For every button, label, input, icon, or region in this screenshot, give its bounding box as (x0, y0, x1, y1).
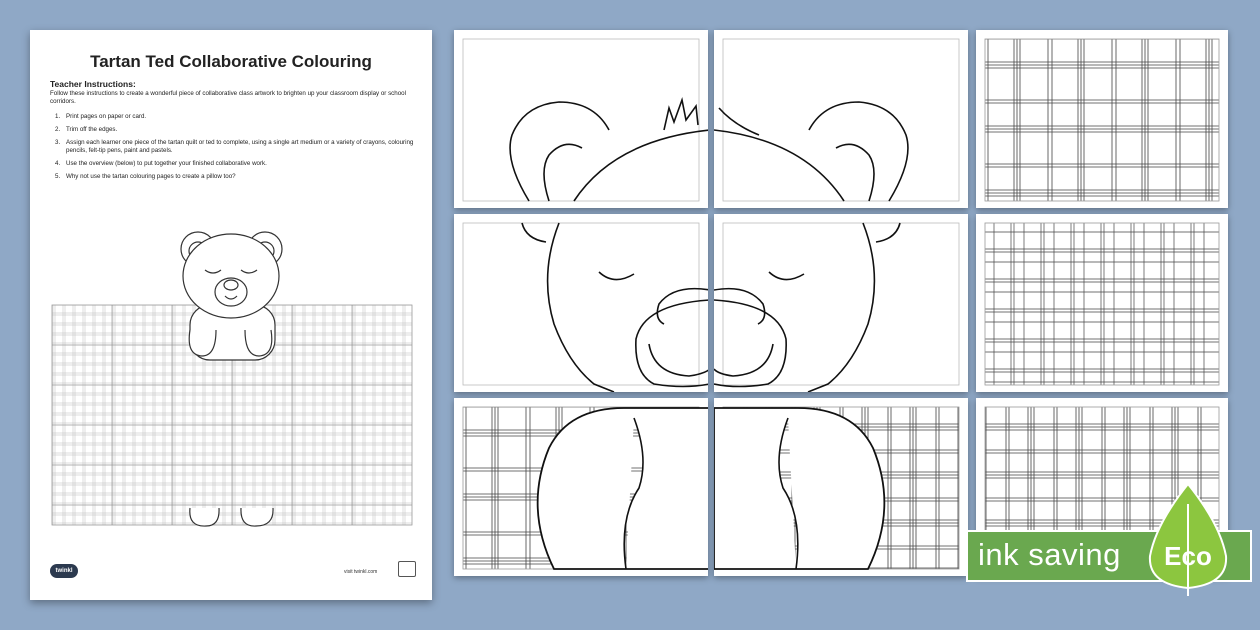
eco-leaf-icon (966, 484, 1252, 596)
instruction-sheet (30, 30, 432, 600)
bear-tile-bottom-left (454, 398, 708, 576)
instruction-step: 2. Trim off the edges. (55, 126, 118, 133)
instructions-heading: Teacher Instructions: (50, 79, 136, 89)
bear-tile-top-left (454, 30, 708, 208)
instruction-step: 1. Print pages on paper or card. (55, 113, 147, 120)
eco-label: Eco (1164, 541, 1212, 571)
bear-tile-bottom-right (714, 398, 968, 576)
instructions-intro: Follow these instructions to create a wonderful piece of collaborative class artwork to brighten up your classroom display or school corridors. (50, 90, 406, 105)
bear-tile-middle-left (454, 214, 708, 392)
instruction-step: 5. Why not use the tartan colouring pages to create a pillow too? (55, 173, 236, 180)
worksheet-title: Tartan Ted Collaborative Colouring (90, 52, 372, 71)
ink-saving-label: ink saving (978, 537, 1121, 572)
bear-tile-middle-right (714, 214, 968, 392)
footer-url: visit twinkl.com (344, 569, 378, 575)
ink-saving-badge (966, 484, 1252, 596)
twinkl-logo: twinkl (50, 564, 78, 578)
tartan-tile-2 (976, 214, 1228, 392)
tartan-tile-1 (976, 30, 1228, 208)
footer-quality-badge (398, 561, 416, 577)
instruction-step: 4. Use the overview (below) to put together your finished collaborative work. (55, 160, 267, 167)
quilt-overview-illustration (30, 30, 432, 600)
bear-tile-top-right (714, 30, 968, 208)
instruction-step: 3. Assign each learner one piece of the tartan quilt or ted to complete, using a single art medium or a variety of crayons, colouring pencils, felt-tip pens, paint and pastels. (55, 139, 414, 154)
